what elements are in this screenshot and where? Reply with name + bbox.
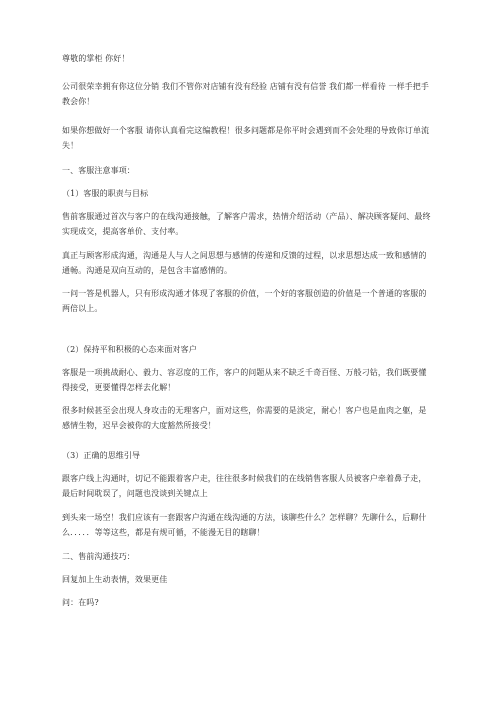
intro-paragraph: 公司很荣幸拥有你这位分销 我们不管你对店铺有没有经验 店铺有没有信誉 我们都一样看待 一样手把手教会你！ xyxy=(62,82,429,106)
paragraph-communication: 真正与顾客形成沟通，沟通是人与人之间思想与感情的传递和反馈的过程，以求思想达成一致和感情的通畅。沟通是双向互动的，是包含丰富感情的。 xyxy=(62,251,427,275)
subheading-1: （1）客服的职责与目标 xyxy=(62,189,149,198)
paragraph-question: 问：在吗? xyxy=(62,598,99,607)
paragraph-duties: 售前客服通过首次与客户的在线沟通接触，了解客户需求，热情介绍活动（产品）、解决顾客疑问、最终实现成交，提高客单价、支付率。 xyxy=(62,212,431,236)
section-heading-1: 一、客服注意事项： xyxy=(62,166,135,175)
section-heading-2: 二、售前沟通技巧： xyxy=(62,552,135,561)
paragraph-emoticons: 回复加上生动表情，效果更佳 xyxy=(62,575,168,584)
paragraph-method: 到头来一场空！我们应该有一套跟客户沟通在线沟通的方法，该聊些什么？怎样聊？先聊什么，后聊什么．．．．．等等这些，都是有规可循，不能漫无目的瞎聊！ xyxy=(62,513,427,537)
paragraph-value: 一问一答是机器人，只有形成沟通才体现了客服的价值，一个好的客服创造的价值是一个普通的客服的两倍以上。 xyxy=(62,289,427,313)
tutorial-paragraph: 如果你想做好一个客服 请你认真看完这编教程！很多问题都是你平时会遇到而不会处理的导致你订单流失！ xyxy=(62,126,430,150)
paragraph-patience: 客服是一项挑战耐心、毅力、容忍度的工作，客户的问题从来不缺乏千奇百怪、万般刁钻，我们既要懂得接受，更要懂得怎样去化解！ xyxy=(62,368,427,392)
subheading-2: （2）保持平和积极的心态来面对客户 xyxy=(62,345,197,354)
subheading-3: （3）正确的思维引导 xyxy=(62,451,141,460)
paragraph-guidance: 跟客户线上沟通时，切记不能跟着客户走，往往很多时候我们的在线销售客服人员被客户牵着鼻子走，最后时间耽误了，问题也没谈到关键点上 xyxy=(62,474,427,498)
greeting: 尊敬的掌柜 你好！ xyxy=(62,54,130,63)
paragraph-attitude: 很多时候甚至会出现人身攻击的无理客户，面对这些，你需要的是淡定，耐心！客户也是血肉之躯，是感情生物，迟早会被你的大度豁然所接受！ xyxy=(62,406,427,430)
